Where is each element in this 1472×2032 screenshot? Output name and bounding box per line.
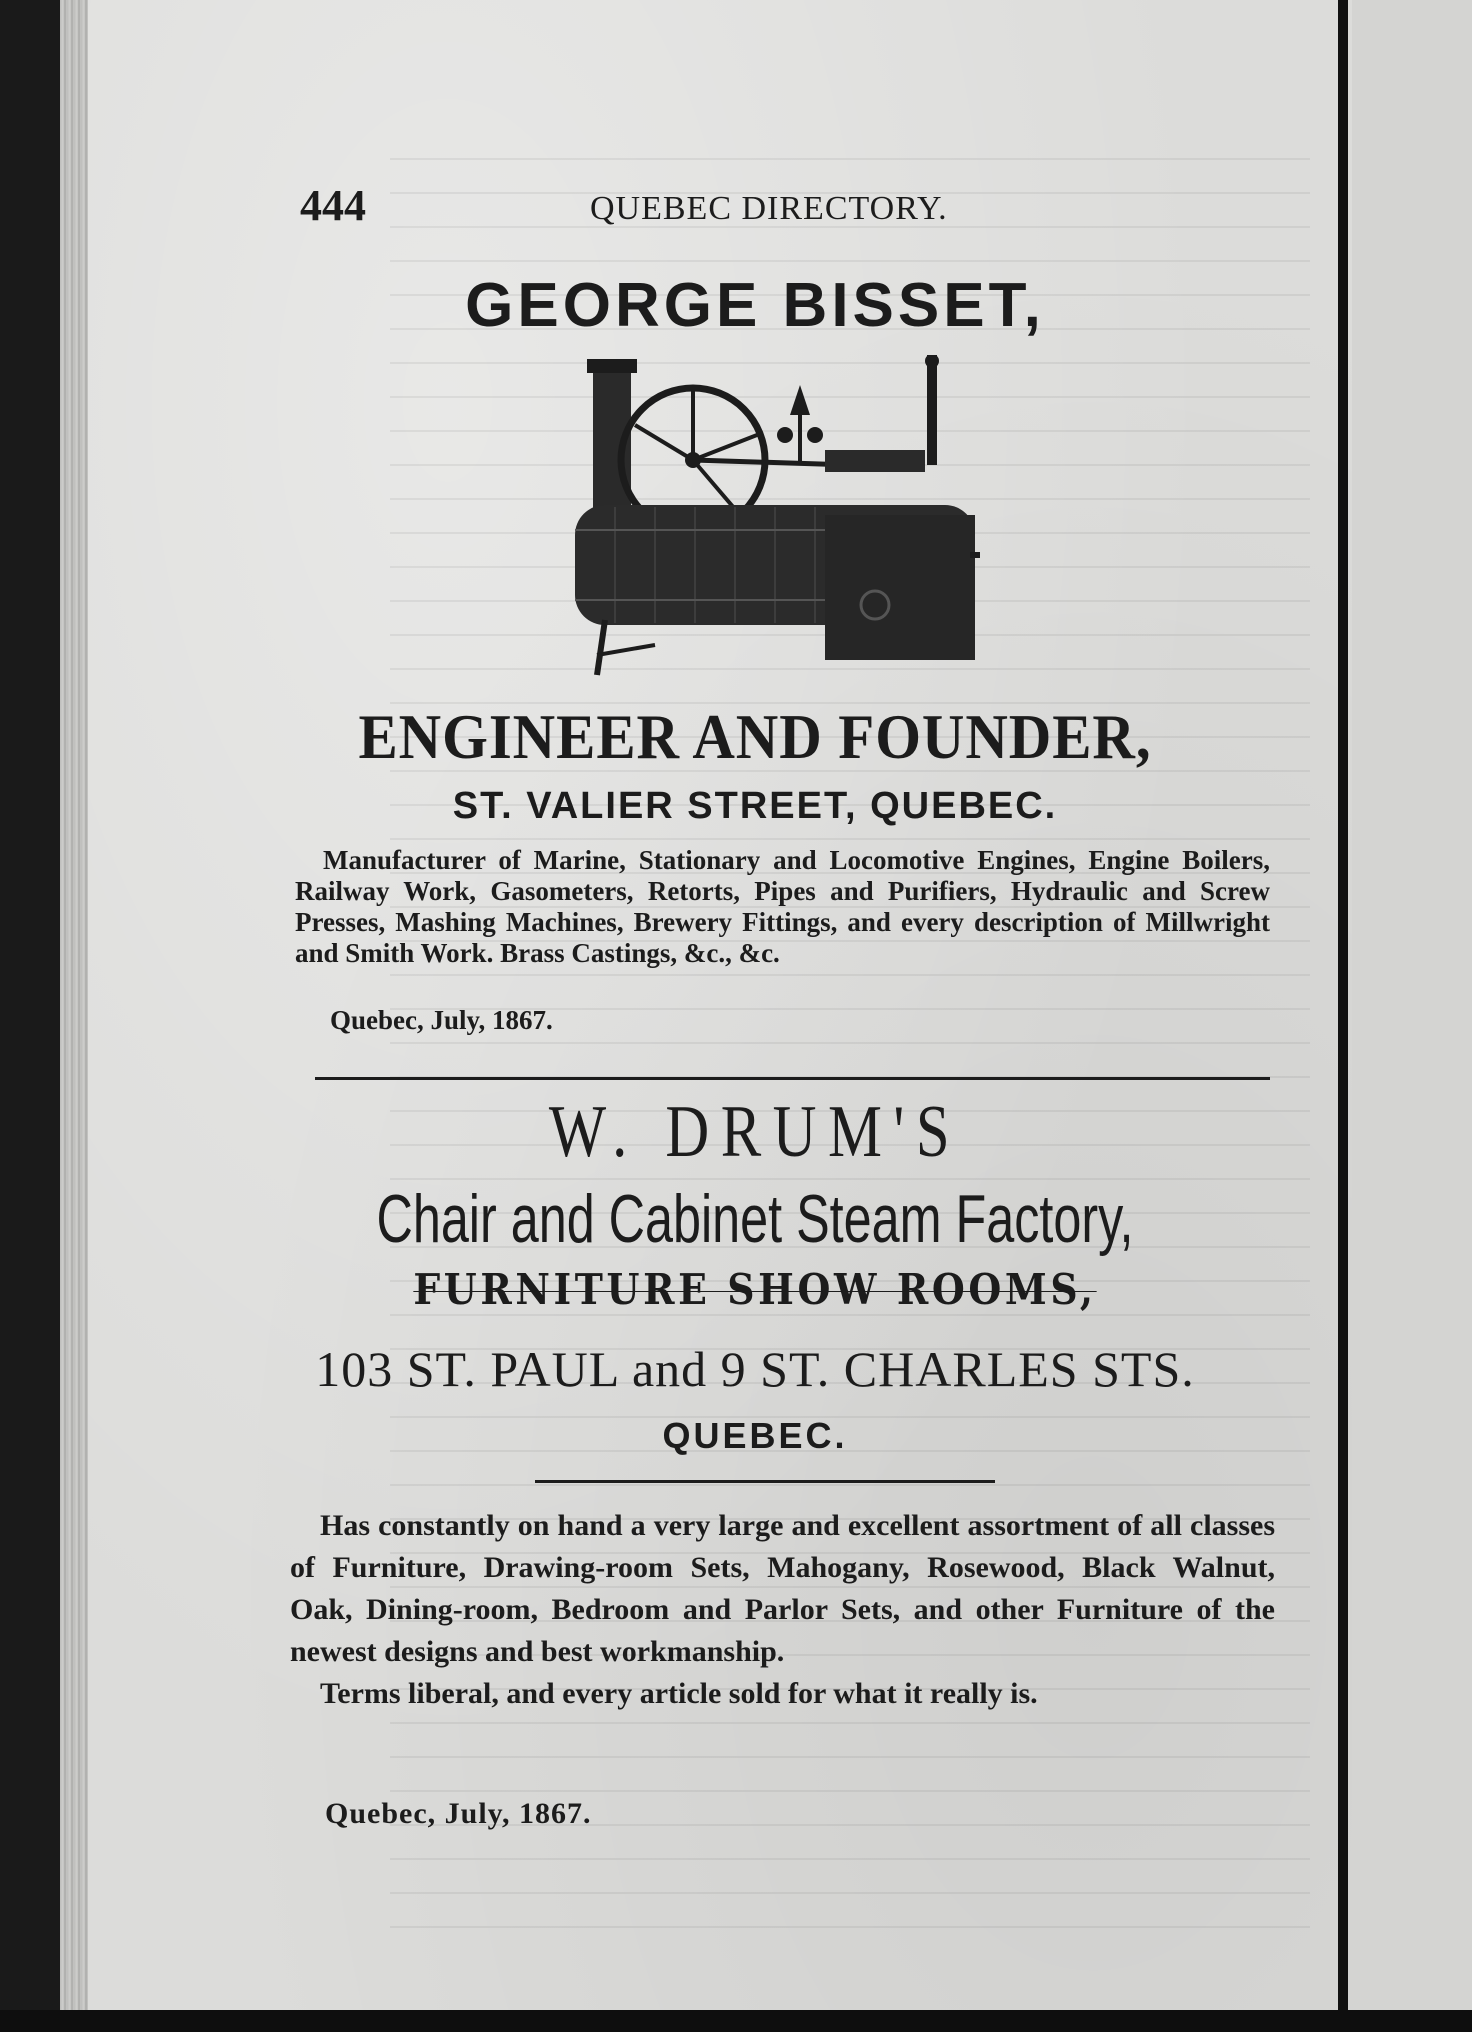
bisset-date: Quebec, July, 1867. [330,1005,553,1035]
drum-showrooms: FURNITURE SHOW ROOMS, [413,1265,1097,1314]
drum-city: QUEBEC. [662,1415,848,1456]
steam-engine-illustration [575,355,1175,685]
drum-address: 103 ST. PAUL and 9 ST. CHARLES STS. [315,1341,1195,1397]
page-number: 444 [300,181,366,230]
bisset-address: ST. VALIER STREET, QUEBEC. [452,785,1058,827]
bisset-description [295,845,1270,969]
drum-description-2: Terms liberal, and every article sold for what it really is. [320,1677,1038,1710]
drum-description [290,1505,1275,1715]
drum-business: Chair and Cabinet Steam Factory, [376,1181,1134,1257]
drum-date: Quebec, July, 1867. [325,1797,592,1830]
page-content [235,0,1275,2010]
running-title: QUEBEC DIRECTORY. [590,190,948,227]
drum-name: W. DRUM'S [548,1091,962,1173]
drum-description-1: Has constantly on hand a very large and excellent assortment of all classes of Furniture, Drawing-room Sets, Mahogany, Rosewood, Black Walnut, Oak, Dining-room, Bedroom and Parlor Sets, and other Furniture of the newest designs and best workmanship. [290,1509,1275,1668]
bisset-description-text: Manufacturer of Marine, Stationary and Locomotive Engines, Engine Boilers, Railway Work, Gasometers, Retorts, Pipes and Purifiers, Hydraulic and Screw Presses, Mashing Machines, Brewery Fittings, and every description of Millwright and Smith Work. Brass Castings, &c., &c. [295,845,1270,968]
page-header [300,180,1280,230]
book-gutter [1338,0,1348,2010]
adjacent-page [1352,0,1472,2010]
steam-engine-icon [575,355,1175,685]
bisset-trade: ENGINEER AND FOUNDER, [358,701,1152,772]
directory-page [60,0,1352,2010]
bisset-name: GEORGE BISSET, [465,271,1045,340]
drum-divider [535,1480,995,1483]
page-edges [60,0,88,2010]
section-divider [315,1077,1270,1080]
scan-border [0,2010,1472,2032]
